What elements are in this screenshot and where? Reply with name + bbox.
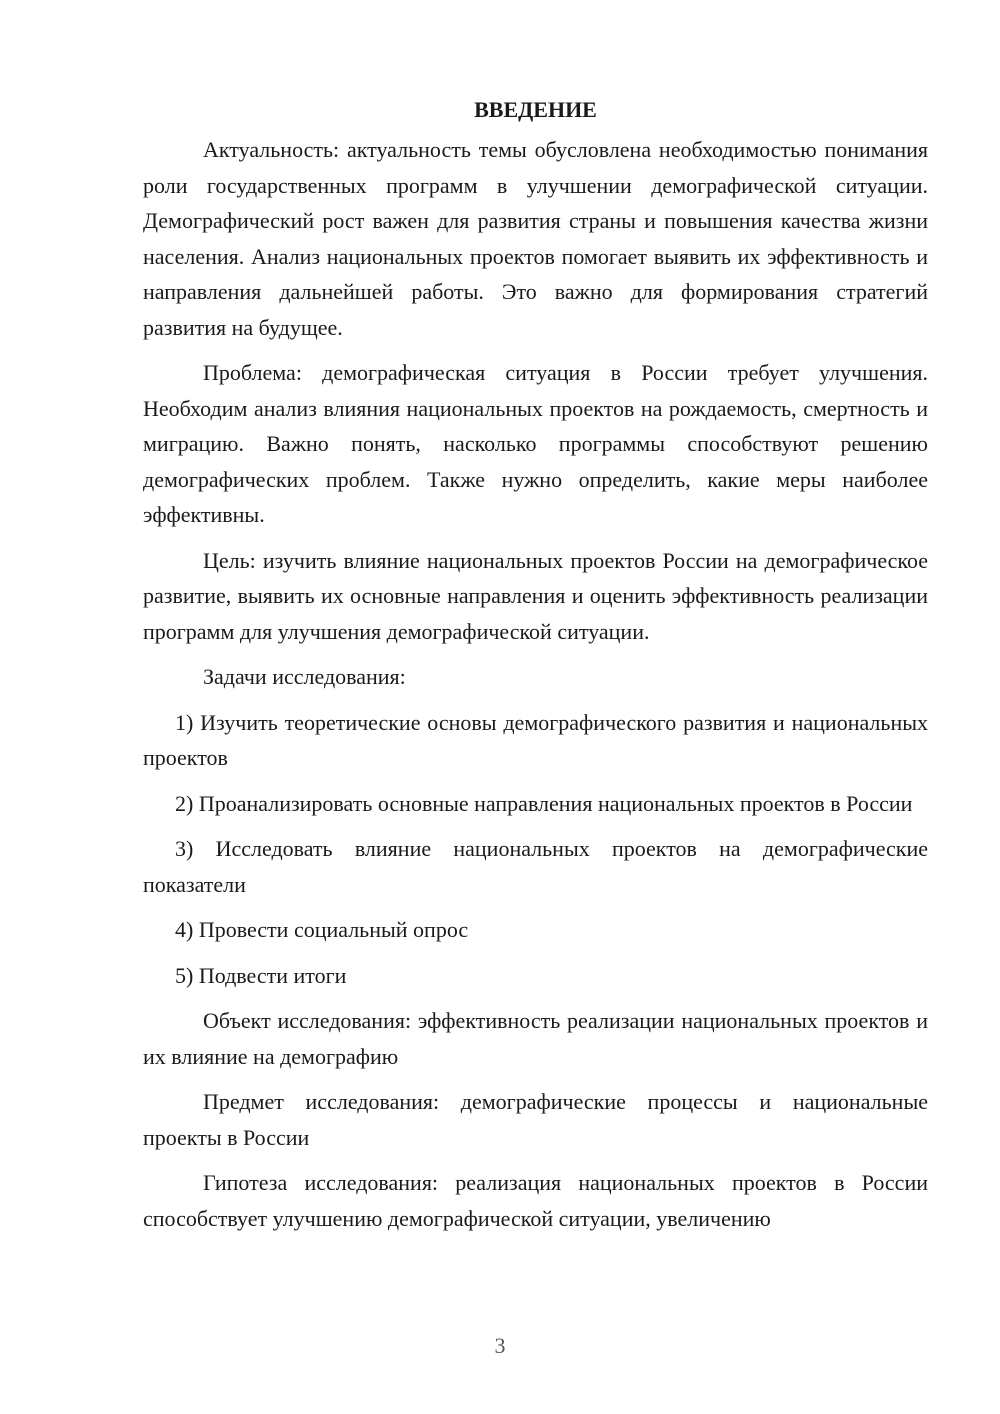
list-item: 3) Исследовать влияние национальных проектов на демографические показатели — [143, 836, 928, 897]
paragraph-tasks-heading: Задачи исследования: — [203, 664, 406, 689]
paragraph-subject: Предмет исследования: демографические процессы и национальные проекты в России — [143, 1089, 928, 1150]
paragraph-relevance: Актуальность: актуальность темы обусловлена необходимостью понимания роли государственных программ в улучшении демографической ситуации. Демографический рост важен для развития страны и повышения качества жизни населения. Анализ национальных проектов помогает выявить их эффективность и направления дальнейшей работы. Это важно для формирования стратегий развития на будущее. — [143, 137, 928, 340]
paragraph-goal: Цель: изучить влияние национальных проектов России на демографическое развитие, выявить их основные направления и оценить эффективность реализации программ для улучшения демографической ситуации. — [143, 547, 928, 644]
list-item: 1) Изучить теоретические основы демографического развития и национальных проектов — [143, 709, 928, 770]
paragraph-hypothesis: Гипотеза исследования: реализация национальных проектов в России способствует улучшению демографической ситуации, увеличению — [143, 1170, 928, 1231]
list-item: 2) Проанализировать основные направления национальных проектов в России — [175, 790, 913, 816]
page-title: ВВЕДЕНИЕ — [474, 97, 597, 122]
paragraph-object: Объект исследования: эффективность реализации национальных проектов и их влияние на демографию — [143, 1008, 928, 1069]
paragraph-problem: Проблема: демографическая ситуация в России требует улучшения. Необходим анализ влияния национальных проектов на рождаемость, смертность и миграцию. Важно понять, насколько программы способствуют решению демографических проблем. Также нужно определить, какие меры наиболее эффективны. — [143, 360, 928, 527]
list-item: 4) Провести социальный опрос — [175, 917, 469, 942]
document-page — [143, 92, 928, 1246]
tasks-list — [143, 705, 928, 994]
page-number: 3 — [494, 1333, 506, 1358]
list-item: 5) Подвести итоги — [175, 962, 347, 988]
